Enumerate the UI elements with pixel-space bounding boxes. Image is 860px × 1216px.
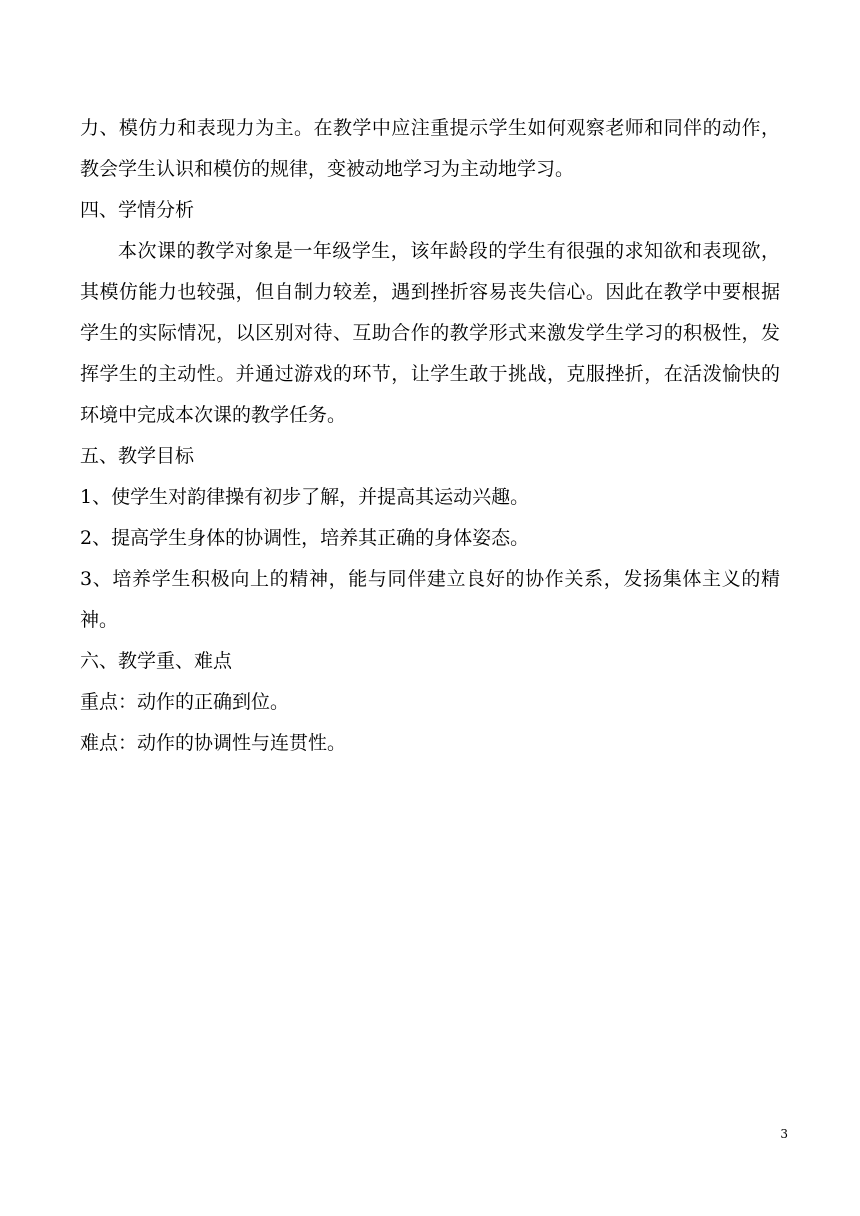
document-body: [80, 108, 780, 764]
learning-analysis-paragraph: 本次课的教学对象是一年级学生，该年龄段的学生有很强的求知欲和表现欲，其模仿能力也较强，但自制力较差，遇到挫折容易丧失信心。因此在教学中要根据学生的实际情况，以区别对待、互助合作的教学形式来激发学生学习的积极性，发挥学生的主动性。并通过游戏的环节，让学生敢于挑战，克服挫折，在活泼愉快的环境中完成本次课的教学任务。: [80, 240, 780, 426]
key-point-text: 重点：动作的正确到位。: [80, 691, 290, 713]
difficulty-text: 难点：动作的协调性与连贯性。: [80, 732, 347, 754]
teaching-goal-item: 1、使学生对韵律操有初步了解，并提高其运动兴趣。: [80, 486, 530, 508]
section-heading-teaching-goals: 五、教学目标: [80, 445, 195, 467]
continuation-paragraph: 力、模仿力和表现力为主。在教学中应注重提示学生如何观察老师和同伴的动作，教会学生认识和模仿的规律，变被动地学习为主动地学习。: [80, 117, 780, 180]
page-number: 3: [780, 1127, 788, 1141]
teaching-goal-item: 3、培养学生积极向上的精神，能与同伴建立良好的协作关系，发扬集体主义的精神。: [80, 568, 780, 631]
section-heading-learning-analysis: 四、学情分析: [80, 199, 195, 221]
teaching-goal-item: 2、提高学生身体的协调性，培养其正确的身体姿态。: [80, 527, 530, 549]
section-heading-key-difficult-points: 六、教学重、难点: [80, 650, 233, 672]
